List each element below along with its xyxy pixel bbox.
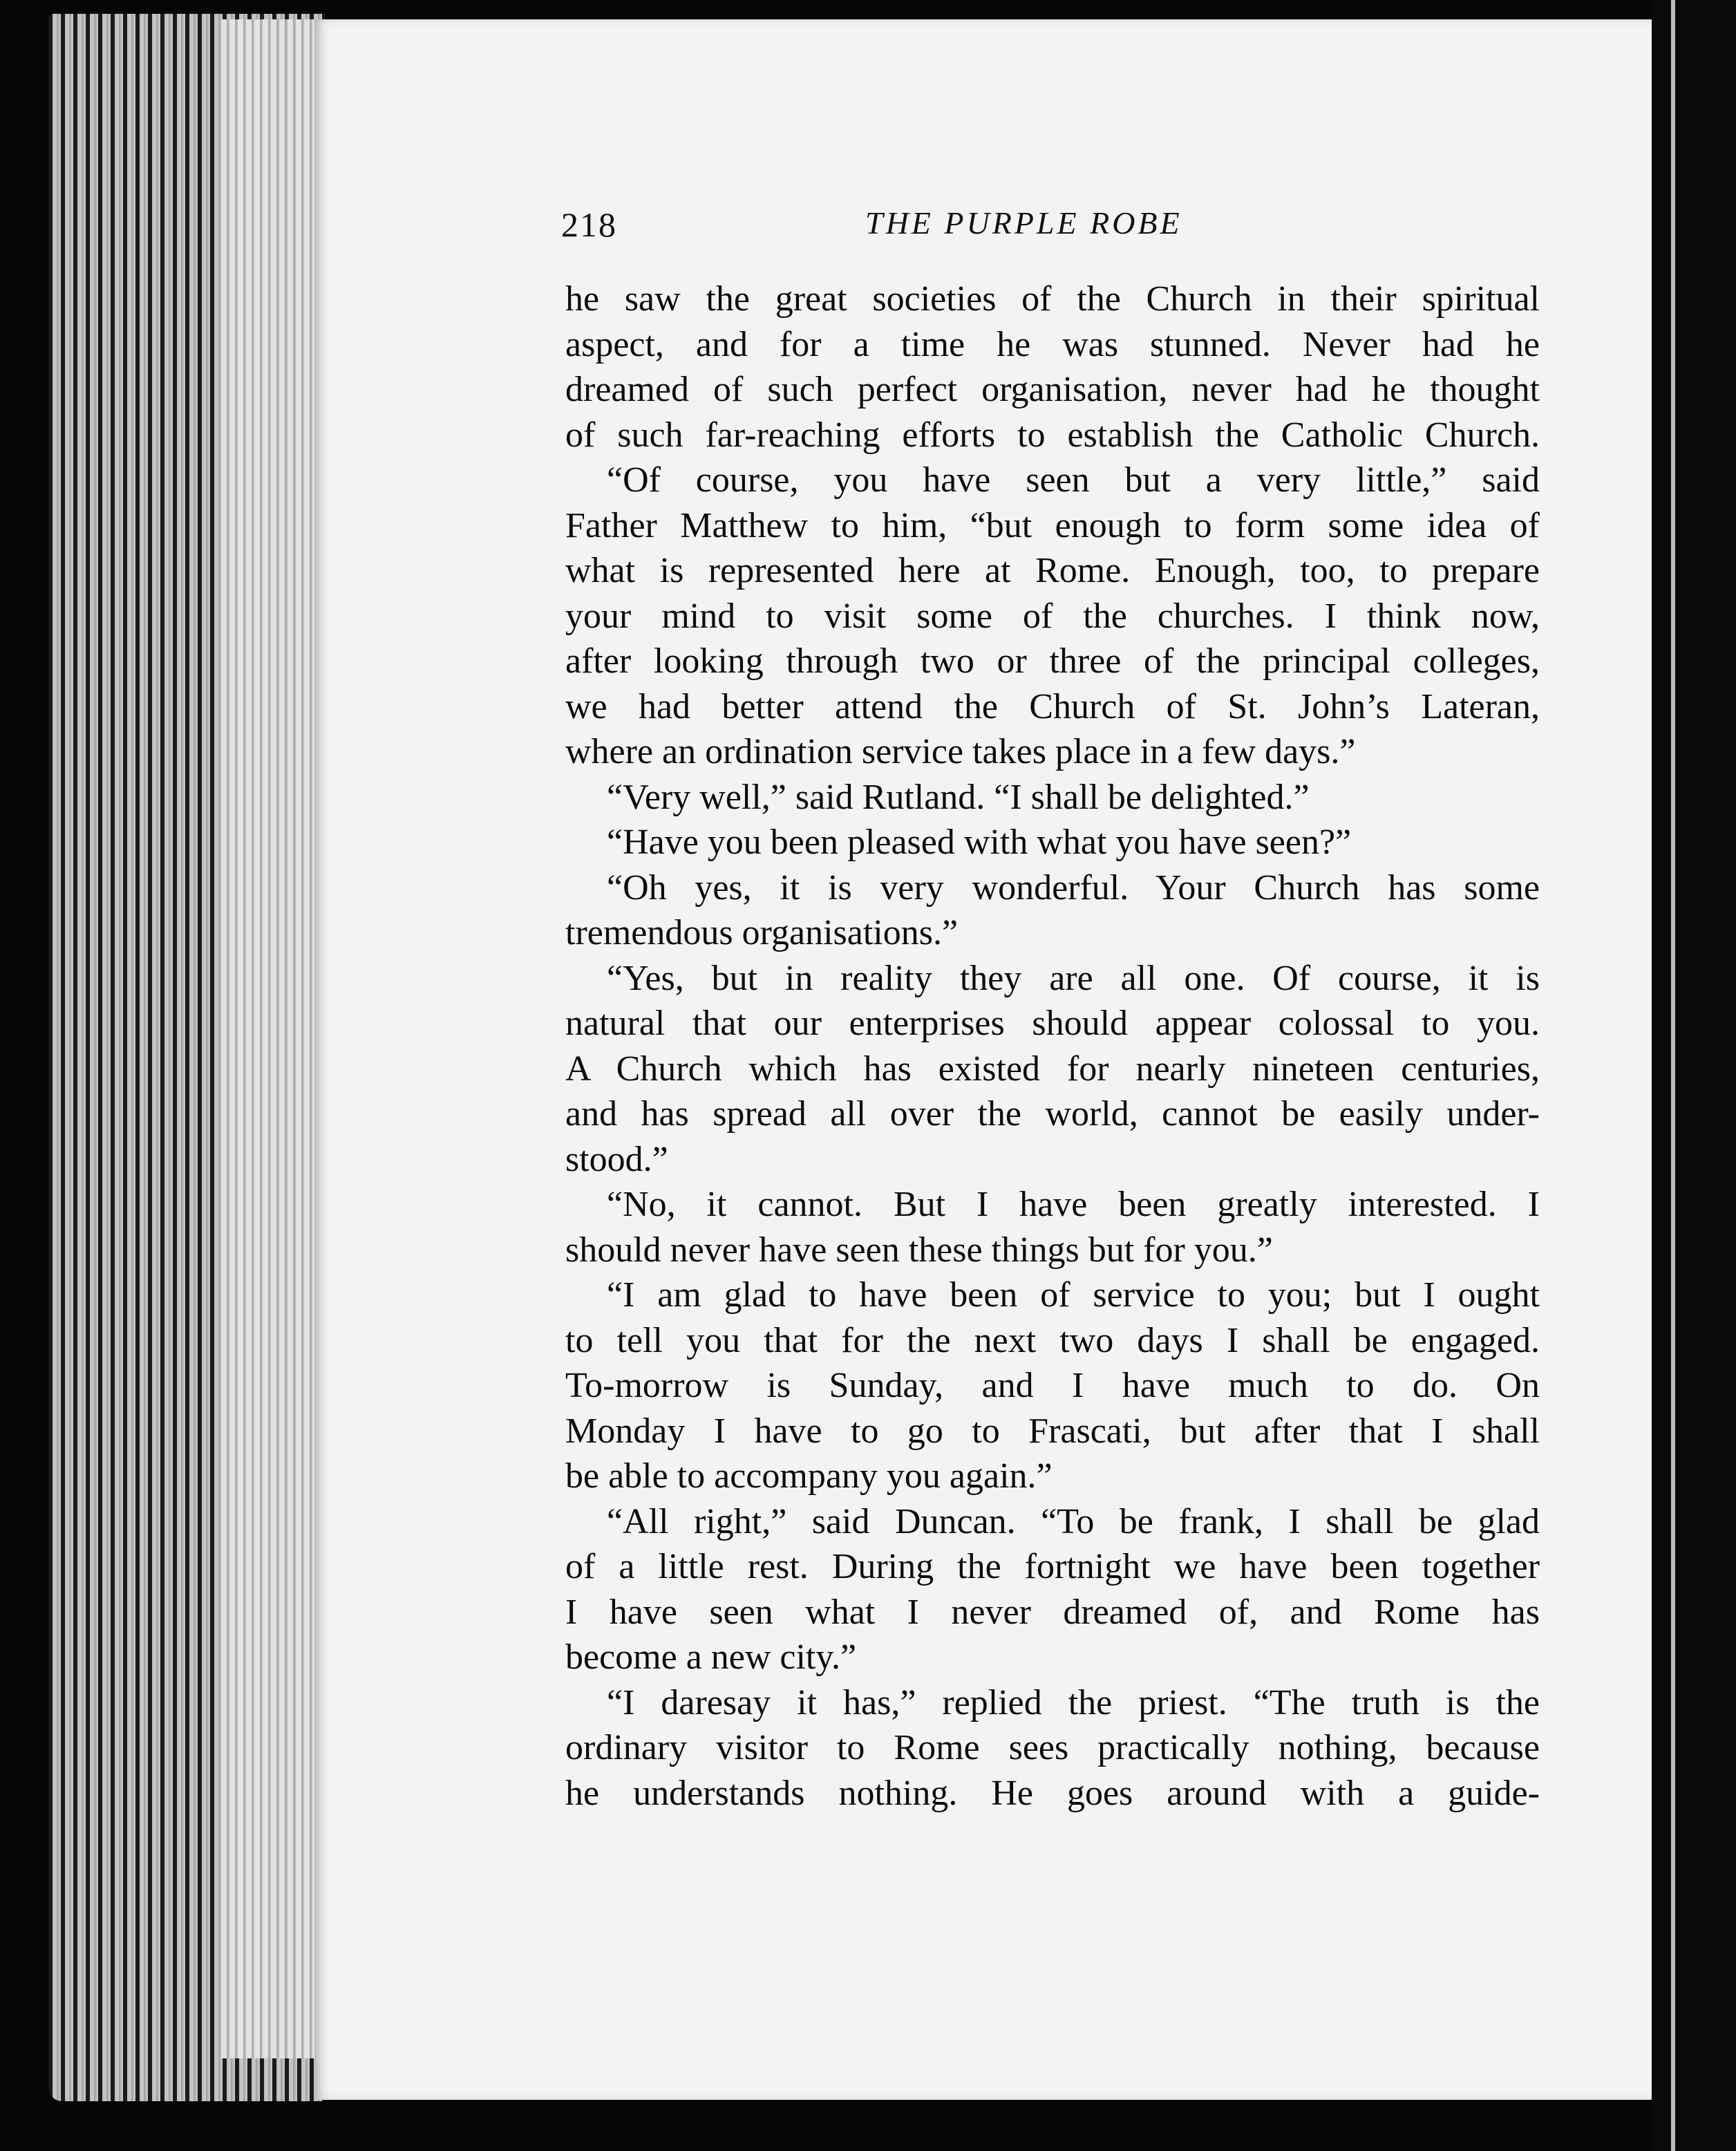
text-line: aspect, and for a time he was stunned. Never had he: [565, 324, 1540, 364]
body-text: [565, 276, 1540, 1816]
text-line: your mind to visit some of the churches. I think now,: [565, 596, 1540, 636]
running-head: [561, 205, 1536, 260]
text-line: tremendous organisations.”: [565, 913, 959, 952]
text-line: after looking through two or three of the principal colleges,: [565, 641, 1540, 681]
text-line: “Very well,” said Rutland. “I shall be delighted.”: [607, 777, 1310, 817]
text-line: Father Matthew to him, “but enough to form some idea of: [565, 505, 1540, 545]
running-title: THE PURPLE ROBE: [865, 205, 1182, 241]
page-edge-stack-inner: [221, 19, 325, 2058]
text-line: what is represented here at Rome. Enough, too, to prepare: [565, 551, 1540, 590]
text-line: natural that our enterprises should appear colossal to you.: [565, 1004, 1540, 1043]
text-line: “No, it cannot. But I have been greatly interested. I: [607, 1185, 1540, 1224]
text-line: dreamed of such perfect organisation, never had he thought: [565, 370, 1540, 409]
text-line: he saw the great societies of the Church in their spiritual: [565, 279, 1540, 319]
text-line: to tell you that for the next two days I shall be engaged.: [565, 1320, 1540, 1360]
text-line: Monday I have to go to Frascati, but after that I shall: [565, 1411, 1540, 1451]
page-number: 218: [561, 205, 617, 244]
binding-strip: [1652, 0, 1736, 2151]
text-line: be able to accompany you again.”: [565, 1456, 1053, 1496]
text-line: and has spread all over the world, cannot be easily under-: [565, 1094, 1540, 1134]
text-line: ordinary visitor to Rome sees practically nothing, because: [565, 1728, 1540, 1767]
text-line: we had better attend the Church of St. John’s Lateran,: [565, 686, 1540, 726]
text-line: I have seen what I never dreamed of, and Rome has: [565, 1592, 1540, 1632]
text-line: he understands nothing. He goes around with a guide-: [565, 1773, 1540, 1813]
text-line: of a little rest. During the fortnight we have been together: [565, 1547, 1540, 1586]
text-line: A Church which has existed for nearly nineteen centuries,: [565, 1049, 1540, 1089]
text-line: “I am glad to have been of service to you; but I ought: [607, 1275, 1540, 1315]
text-line: become a new city.”: [565, 1637, 857, 1677]
binding-edge-line: [1671, 0, 1675, 2151]
text-line: stood.”: [565, 1139, 668, 1179]
text-line: “I daresay it has,” replied the priest. “The truth is the: [607, 1682, 1540, 1722]
text-line: “Have you been pleased with what you have seen?”: [607, 823, 1352, 862]
text-line: where an ordination service takes place in a few days.”: [565, 732, 1356, 771]
text-line: “Yes, but in reality they are all one. Of course, it is: [607, 958, 1540, 998]
text-line: “All right,” said Duncan. “To be frank, I shall be glad: [607, 1501, 1540, 1541]
text-line: To-morrow is Sunday, and I have much to do. On: [565, 1366, 1540, 1405]
text-line: of such far-reaching efforts to establish the Catholic Church.: [565, 415, 1540, 455]
text-line: “Of course, you have seen but a very little,” said: [607, 460, 1540, 500]
text-line: “Oh yes, it is very wonderful. Your Church has some: [607, 867, 1540, 908]
text-line: should never have seen these things but for you.”: [565, 1230, 1273, 1270]
